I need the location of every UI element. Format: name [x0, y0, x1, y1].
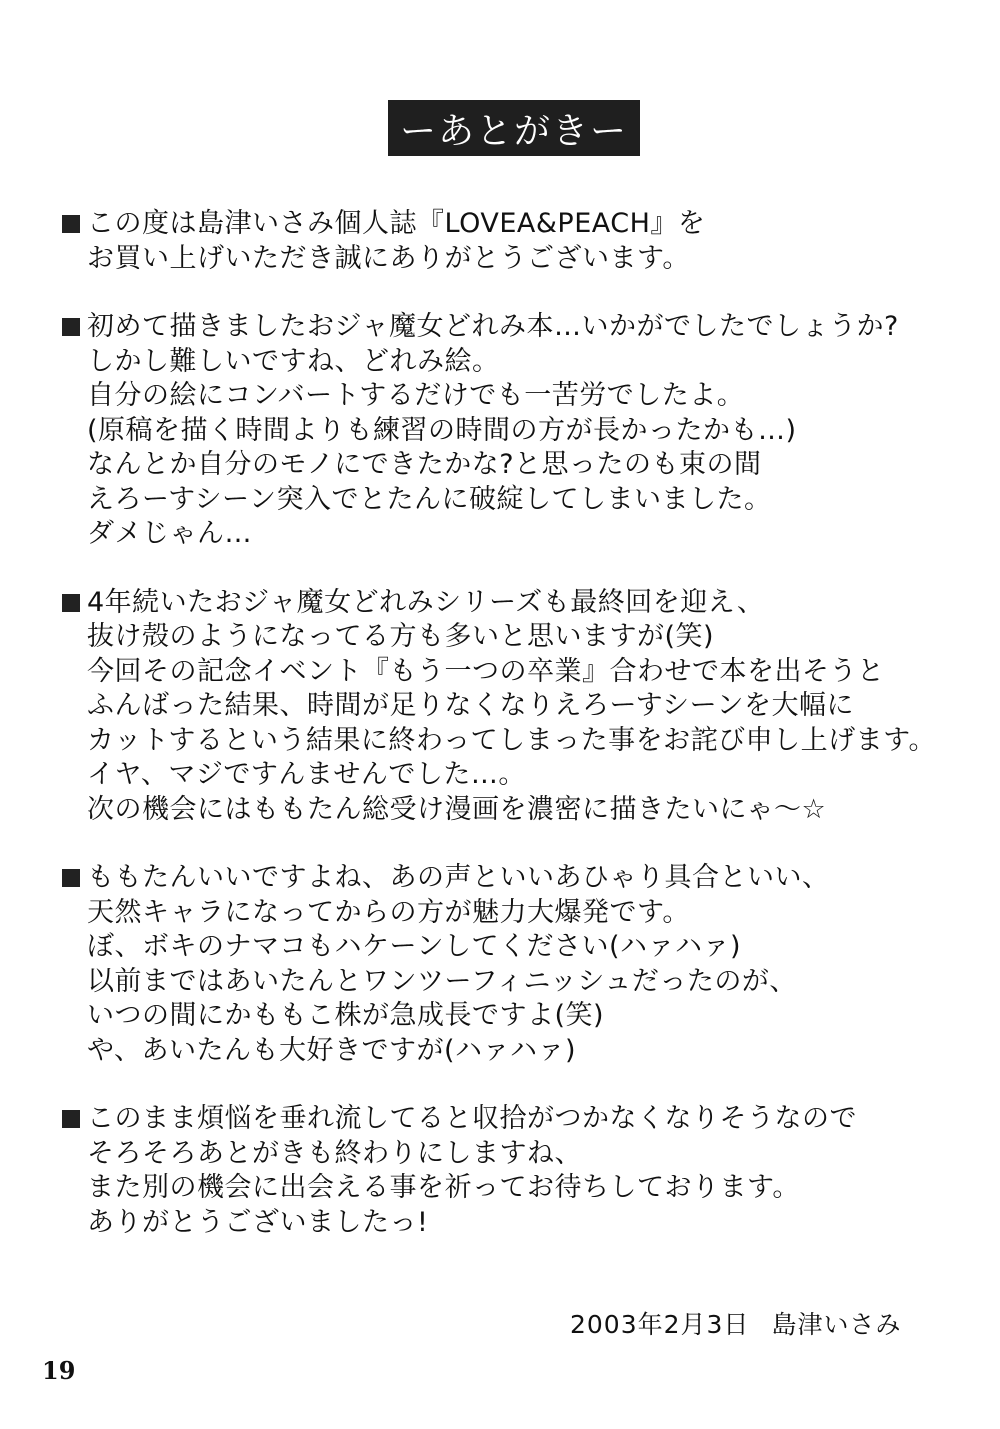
paragraph-4	[62, 861, 962, 1068]
paragraph-line: このまま煩悩を垂れ流してると収拾がつかなくなりそうなので	[62, 1102, 962, 1137]
paragraph-line: 初めて描きましたおジャ魔女どれみ本…いかがでしたでしょうか?	[62, 310, 962, 345]
paragraph-line: しかし難しいですね、どれみ絵。	[87, 345, 500, 377]
signature-line	[570, 1305, 901, 1341]
paragraph-line: イヤ、マジですんませんでした…。	[87, 759, 526, 790]
paragraph-line: や、あいたんも大好きですが(ハァハァ)	[87, 1034, 577, 1066]
square-bullet-icon	[62, 1110, 80, 1128]
afterword-title: ーあとがきー	[388, 100, 640, 156]
paragraph-line: 自分の絵にコンバートするだけでも一苦労でしたよ。	[87, 380, 745, 411]
page-number: 19	[42, 1356, 76, 1385]
author-name: 島津いさみ	[771, 1310, 902, 1339]
paragraph-line: 次の機会にはももたん総受け漫画を濃密に描きたいにゃ〜☆	[87, 793, 827, 825]
paragraph-2	[62, 310, 962, 552]
paragraph-line: 今回その記念イベント『もう一つの卒業』合わせで本を出そうと	[87, 655, 885, 687]
paragraph-line: 天然キャラになってからの方が魅力大爆発です。	[87, 896, 690, 928]
paragraph-line: ぼ、ボキのナマコもハケーンしてください(ハァハァ)	[87, 931, 742, 962]
square-bullet-icon	[62, 869, 80, 887]
paragraph-line: また別の機会に出会える事を祈ってお待ちしております。	[87, 1172, 800, 1203]
paragraph-3	[62, 586, 962, 828]
paragraph-line: カットするという結果に終わってしまった事をお詫び申し上げます。	[87, 724, 936, 756]
paragraph-line: そろそろあとがきも終わりにしますね、	[87, 1137, 582, 1169]
date: 2003年2月3日	[570, 1310, 750, 1339]
paragraph-1	[62, 207, 962, 276]
paragraph-line: ふんばった結果、時間が足りなくなりえろーすシーンを大幅に	[87, 690, 855, 721]
paragraph-5	[62, 1102, 962, 1240]
square-bullet-icon	[62, 318, 80, 336]
paragraph-line: 4年続いたおジャ魔女どれみシリーズも最終回を迎え、	[62, 586, 962, 621]
paragraph-line: 以前まではあいたんとワンツーフィニッシュだったのが、	[87, 965, 797, 997]
paragraph-line: (原稿を描く時間よりも練習の時間の方が長かったかも…)	[87, 414, 797, 446]
square-bullet-icon	[62, 594, 80, 612]
paragraph-line: なんとか自分のモノにできたかな?と思ったのも束の間	[87, 449, 762, 480]
paragraph-line: いつの間にかももこ株が急成長ですよ(笑)	[87, 1000, 605, 1031]
paragraph-line: お買い上げいただき誠にありがとうございます。	[87, 242, 690, 274]
paragraph-line: 抜け殻のようになってる方も多いと思いますが(笑)	[87, 621, 715, 652]
paragraph-line: ダメじゃん…	[87, 518, 252, 549]
square-bullet-icon	[62, 215, 80, 233]
paragraph-line: えろーすシーン突入でとたんに破綻してしまいました。	[87, 483, 772, 515]
paragraph-line: この度は島津いさみ個人誌『LOVEA&PEACH』を	[62, 207, 962, 242]
paragraph-line: ももたんいいですよね、あの声といいあひゃり具合といい、	[62, 861, 962, 896]
afterword-body	[62, 207, 962, 1274]
paragraph-line: ありがとうございましたっ!	[87, 1206, 429, 1238]
